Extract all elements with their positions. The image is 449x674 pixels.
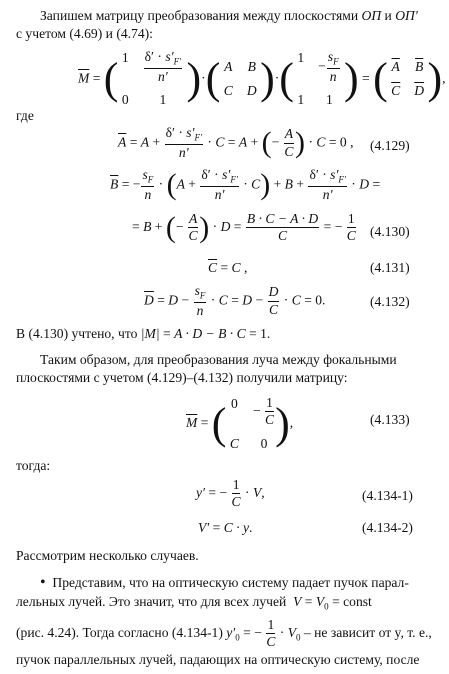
paragraph-conclusion-line2: плоскостями с учетом (4.129)–(4.132) получили матрицу:	[16, 370, 348, 385]
equation-4-130-line2: = B + (− $\frac{A}{C}$ ) · D = $\frac{B \cdot C - A \cdot D}{C}$ = − $\frac{1}{C}$	[132, 210, 356, 244]
equation-4-130-line1: $\overline{B}$ = − $\frac{s_F}{n}$ · (A + $\frac{\delta' \cdot s'_{F'}}{n'}$ · C) + B + $\frac{\delta' \cdot s'_{F'}}{n'}$ · D =	[110, 167, 381, 203]
eq-number-4-129: (4.129)	[370, 138, 410, 153]
eq-number-4-130: (4.130)	[370, 224, 410, 239]
bullet-icon: •	[40, 574, 46, 591]
equation-4-131: $\overline{C} = C$ ,	[208, 260, 248, 275]
equation-4-134-2: V′ = C · y.	[198, 520, 253, 535]
label-where: где	[16, 108, 34, 123]
bullet-line1: • Представим, что на оптическую систему падает пучок парал-	[40, 574, 409, 591]
eq-number-4-134-1: (4.134-1)	[362, 488, 413, 503]
equation-4-129: $\overline{A} = A$ + $\frac{\delta' \cdot s'_{F'}}{n'}$ · C = A + (− $\frac{A}{C}$ ) · C = 0 ,	[118, 125, 354, 161]
bullet-line4: пучок параллельных лучей, падающих на оптическую систему, после	[16, 652, 420, 667]
paragraph-intro-line2: с учетом (4.69) и (4.74):	[16, 26, 153, 41]
bullet-line2: лельных лучей. Это значит, что для всех лучей $V = V_0$ = const	[16, 594, 372, 612]
eq-number-4-132: (4.132)	[370, 294, 410, 309]
paragraph-conclusion-line1: Таким образом, для преобразования луча между фокальными	[40, 352, 397, 367]
equation-4-134-1: y′ = − $\frac{1}{C}$ · V,	[196, 477, 265, 510]
equation-4-133: $\overline{M}$ = ( 0 − $\frac{1}{C}$ C 0 ),	[186, 395, 294, 451]
eq-number-4-134-2: (4.134-2)	[362, 520, 413, 535]
bullet-line3: (рис. 4.24). Тогда согласно (4.134-1) $y'_0$ = − $\frac{1}{C}$ · $V_0$ – не зависит от y, т. е.,	[16, 617, 432, 650]
eq-number-4-131: (4.131)	[370, 260, 410, 275]
eq-number-4-133: (4.133)	[370, 412, 410, 427]
paragraph-intro-line1: Запишем матрицу преобразования между плоскостями ОП и ОП′	[40, 8, 418, 23]
label-then: тогда:	[16, 458, 51, 473]
note-4-130: В (4.130) учтено, что |M| = A · D − B · C = 1.	[16, 326, 271, 341]
paragraph-consider: Рассмотрим несколько случаев.	[16, 548, 199, 563]
equation-4-132: $\overline{D} = D$ − $\frac{s_F}{n}$ · C = D − $\frac{D}{C}$ · C = 0.	[144, 283, 326, 319]
equation-matrix-product: $\overline{M}$ = ( 1 $\frac{\delta' \cdot s'_{F'}}{n'}$ 0 1 )·( A B C D )·( 1 − $\frac{s_F}{n}$ 1 1 ) = ( $\overline{A}$ $\overline{B}$ $\overline{C}$ $\overline{D}$ ),	[78, 49, 446, 108]
